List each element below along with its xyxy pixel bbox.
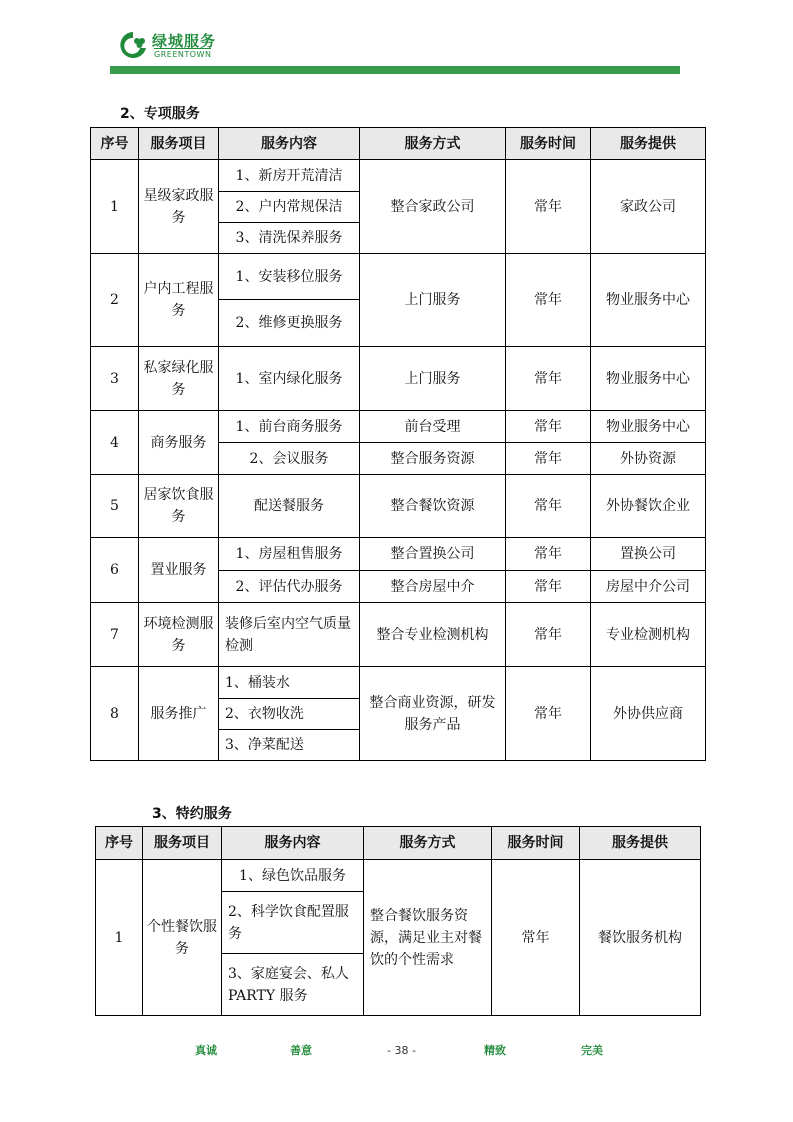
service-time: 常年 [506, 667, 591, 761]
col-header: 服务时间 [492, 827, 580, 860]
row-number: 1 [96, 860, 143, 1016]
service-content: 2、评估代办服务 [219, 571, 360, 603]
row-number: 8 [91, 667, 139, 761]
row-number: 2 [91, 254, 139, 347]
row-number: 4 [91, 411, 139, 475]
service-content: 1、新房开荒清洁 [219, 160, 360, 192]
col-header: 服务方式 [360, 128, 506, 160]
section-title-contract: 3、特约服务 [152, 806, 232, 822]
table-row [91, 347, 706, 411]
service-time: 常年 [506, 538, 591, 571]
service-method: 整合房屋中介 [360, 571, 506, 603]
service-content: 1、安装移位服务 [219, 254, 360, 300]
row-number: 5 [91, 475, 139, 538]
service-time: 常年 [506, 475, 591, 538]
row-number: 6 [91, 538, 139, 603]
service-time: 常年 [506, 347, 591, 411]
service-time: 常年 [506, 571, 591, 603]
service-item: 商务服务 [139, 411, 219, 475]
service-method: 前台受理 [360, 411, 506, 443]
table-row [91, 411, 706, 443]
footer-slogan-2: 善意 [290, 1044, 312, 1057]
service-method: 上门服务 [360, 347, 506, 411]
service-method: 整合家政公司 [360, 160, 506, 254]
service-item: 户内工程服务 [139, 254, 219, 347]
service-time: 常年 [506, 411, 591, 443]
service-item: 星级家政服务 [139, 160, 219, 254]
service-provider: 餐饮服务机构 [580, 860, 701, 1016]
section-title-special: 2、专项服务 [120, 106, 200, 122]
service-method: 整合专业检测机构 [360, 603, 506, 667]
service-provider: 房屋中介公司 [591, 571, 706, 603]
special-services-table [90, 127, 706, 761]
service-item: 私家绿化服务 [139, 347, 219, 411]
table-header-row [96, 827, 701, 860]
service-time: 常年 [506, 443, 591, 475]
service-provider: 物业服务中心 [591, 347, 706, 411]
service-method: 整合餐饮服务资源，满足业主对餐饮的个性需求 [364, 860, 492, 1016]
row-number: 3 [91, 347, 139, 411]
service-provider: 外协餐饮企业 [591, 475, 706, 538]
service-provider: 专业检测机构 [591, 603, 706, 667]
col-header: 序号 [96, 827, 143, 860]
service-content: 3、清洗保养服务 [219, 223, 360, 254]
service-item: 置业服务 [139, 538, 219, 603]
logo-text-en: GREENTOWN [154, 50, 212, 59]
row-number: 7 [91, 603, 139, 667]
service-item: 个性餐饮服务 [143, 860, 222, 1016]
company-logo [118, 28, 228, 62]
service-content: 2、衣物收洗 [219, 699, 360, 730]
table-row [91, 475, 706, 538]
col-header: 服务内容 [219, 128, 360, 160]
service-content: 2、会议服务 [219, 443, 360, 475]
service-item: 居家饮食服务 [139, 475, 219, 538]
service-method: 整合置换公司 [360, 538, 506, 571]
service-method: 整合商业资源，研发服务产品 [360, 667, 506, 761]
service-provider: 外协资源 [591, 443, 706, 475]
footer-slogan-4: 完美 [581, 1044, 603, 1057]
service-content: 装修后室内空气质量检测 [219, 603, 360, 667]
contract-services-table [95, 826, 701, 1016]
service-content: 1、绿色饮品服务 [222, 860, 364, 892]
table-row [91, 667, 706, 699]
service-content: 1、桶装水 [219, 667, 360, 699]
service-content: 2、户内常规保洁 [219, 192, 360, 223]
col-header: 服务内容 [222, 827, 364, 860]
footer-slogan-3: 精致 [484, 1044, 506, 1057]
service-content: 2、维修更换服务 [219, 300, 360, 347]
service-content: 3、净菜配送 [219, 730, 360, 761]
table-row [91, 538, 706, 571]
logo-text-cn: 绿城服务 [152, 32, 217, 50]
table-row [91, 603, 706, 667]
service-content: 3、家庭宴会、私人PARTY 服务 [222, 954, 364, 1016]
service-content: 1、室内绿化服务 [219, 347, 360, 411]
col-header: 服务项目 [139, 128, 219, 160]
service-time: 常年 [506, 603, 591, 667]
service-item: 服务推广 [139, 667, 219, 761]
col-header: 服务项目 [143, 827, 222, 860]
service-item: 环境检测服务 [139, 603, 219, 667]
service-content: 2、科学饮食配置服务 [222, 892, 364, 954]
service-method: 整合服务资源 [360, 443, 506, 475]
page-number: - 38 - [387, 1044, 416, 1057]
table-row [91, 254, 706, 300]
service-time: 常年 [506, 254, 591, 347]
footer-slogan-1: 真诚 [195, 1044, 217, 1057]
col-header: 服务提供 [580, 827, 701, 860]
service-provider: 物业服务中心 [591, 254, 706, 347]
col-header: 服务方式 [364, 827, 492, 860]
table-row [91, 160, 706, 192]
service-provider: 外协供应商 [591, 667, 706, 761]
service-content: 配送餐服务 [219, 475, 360, 538]
service-provider: 置换公司 [591, 538, 706, 571]
col-header: 服务提供 [591, 128, 706, 160]
service-content: 1、前台商务服务 [219, 411, 360, 443]
table-row [96, 860, 701, 892]
service-time: 常年 [506, 160, 591, 254]
header-divider [110, 66, 680, 74]
greentown-leaf-icon [118, 30, 148, 60]
service-method: 整合餐饮资源 [360, 475, 506, 538]
service-time: 常年 [492, 860, 580, 1016]
col-header: 序号 [91, 128, 139, 160]
service-provider: 物业服务中心 [591, 411, 706, 443]
service-method: 上门服务 [360, 254, 506, 347]
table-header-row [91, 128, 706, 160]
service-provider: 家政公司 [591, 160, 706, 254]
col-header: 服务时间 [506, 128, 591, 160]
row-number: 1 [91, 160, 139, 254]
service-content: 1、房屋租售服务 [219, 538, 360, 571]
